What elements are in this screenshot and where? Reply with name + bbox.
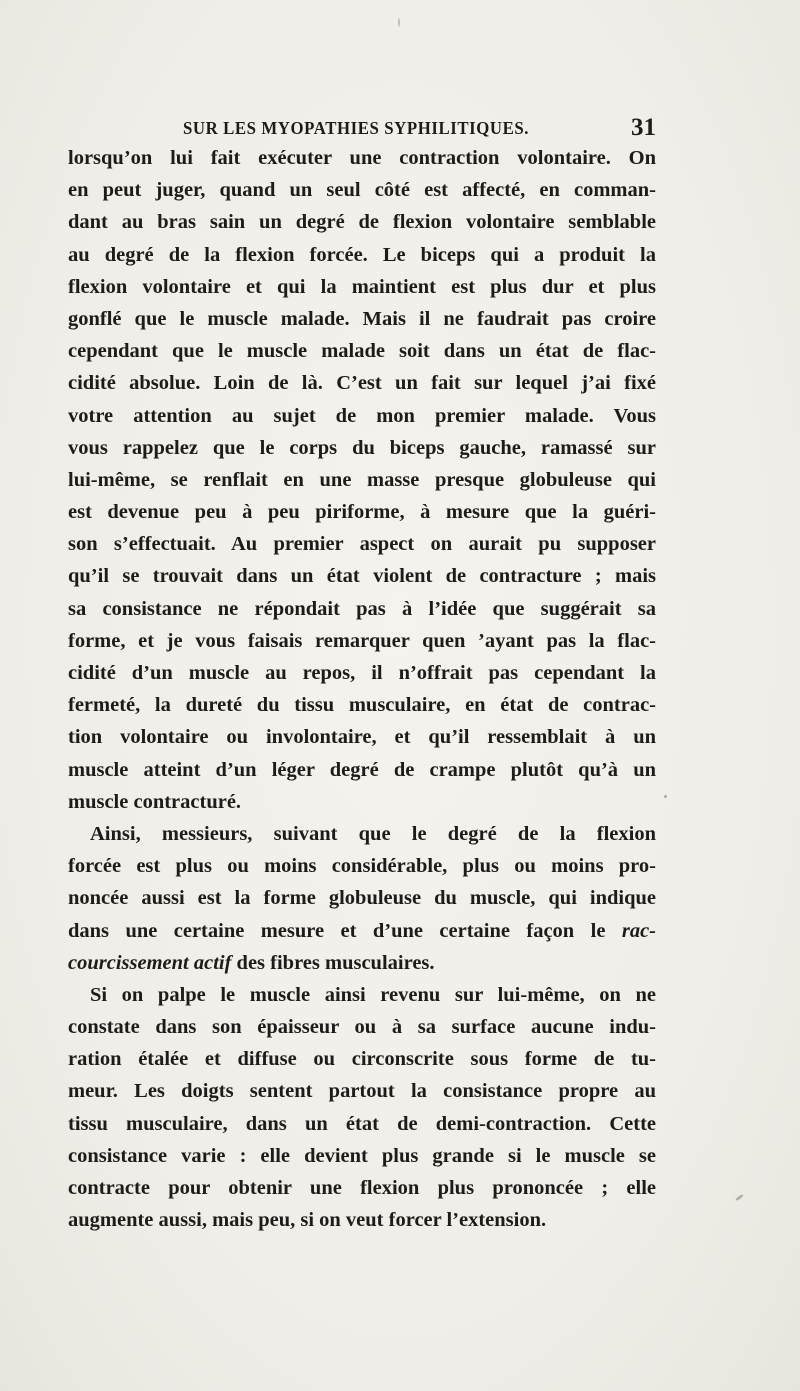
text-line: cependant que le muscle malade soit dans un état de flac- bbox=[68, 340, 656, 363]
text-line: lui-même, se renflait en une masse presque globuleuse qui bbox=[68, 468, 656, 491]
text-segment: dans une certaine mesure et d’une certaine façon le bbox=[68, 919, 606, 942]
paragraph-start-line: Ainsi, messieurs, suivant que le degré de la flexion bbox=[90, 822, 656, 845]
text-line: tion volontaire ou involontaire, et qu’il ressemblait à un bbox=[68, 726, 656, 749]
text-line: ration étalée et diffuse ou circonscrite sous forme de tu- bbox=[68, 1048, 656, 1071]
text-line: flexion volontaire et qui la maintient est plus dur et plus bbox=[68, 275, 656, 298]
text-line: dant au bras sain un degré de flexion volontaire semblable bbox=[68, 211, 656, 234]
emphasis-text: rac- bbox=[621, 919, 656, 942]
text-line: cidité d’un muscle au repos, il n’offrait pas cependant la bbox=[68, 662, 656, 684]
text-line-mixed bbox=[68, 947, 656, 979]
paragraph-start-line: Si on palpe le muscle ainsi revenu sur lui-même, on ne bbox=[90, 983, 656, 1006]
text-line: muscle atteint d’un léger degré de crampe plutôt qu’à un bbox=[68, 758, 656, 781]
text-line: augmente aussi, mais peu, si on veut forcer l’extension. bbox=[68, 1209, 547, 1232]
text-line: votre attention au sujet de mon premier malade. Vous bbox=[68, 404, 656, 427]
body-text bbox=[68, 142, 656, 1236]
text-line: vous rappelez que le corps du biceps gauche, ramassé sur bbox=[68, 436, 656, 459]
text-line: son s’effectuait. Au premier aspect on aurait pu supposer bbox=[68, 533, 656, 556]
text-line: forcée est plus ou moins considérable, plus ou moins pro- bbox=[68, 855, 656, 878]
ink-speck bbox=[664, 795, 667, 798]
text-line: sa consistance ne répondait pas à l’idée que suggérait sa bbox=[68, 597, 656, 620]
ink-speck bbox=[735, 1194, 744, 1202]
text-line: contracte pour obtenir une flexion plus prononcée ; elle bbox=[68, 1177, 656, 1199]
text-segment: des fibres musculaires. bbox=[236, 951, 435, 974]
text-line: au degré de la flexion forcée. Le biceps qui a produit la bbox=[68, 243, 656, 266]
text-line: fermeté, la dureté du tissu musculaire, en état de contrac- bbox=[68, 694, 656, 717]
text-line: gonflé que le muscle malade. Mais il ne faudrait pas croire bbox=[68, 307, 656, 330]
text-line: qu’il se trouvait dans un état violent de contracture ; mais bbox=[68, 565, 656, 588]
text-line: lorsqu’on lui fait exécuter une contraction volontaire. On bbox=[68, 147, 656, 169]
text-line: noncée aussi est la forme globuleuse du muscle, qui indique bbox=[68, 887, 656, 910]
page-header bbox=[68, 114, 656, 144]
text-line: forme, et je vous faisais remarquer quen ’ayant pas la flac- bbox=[68, 629, 656, 652]
text-line-mixed bbox=[68, 915, 656, 947]
text-line: tissu musculaire, dans un état de demi-contraction. Cette bbox=[68, 1112, 656, 1135]
text-line: constate dans son épaisseur ou à sa surface aucune indu- bbox=[68, 1016, 656, 1039]
page-number: 31 bbox=[631, 114, 656, 141]
ink-speck bbox=[398, 18, 400, 27]
text-line: muscle contracturé. bbox=[68, 790, 242, 813]
text-line: en peut juger, quand un seul côté est affecté, en comman- bbox=[68, 179, 656, 202]
text-line: meur. Les doigts sentent partout la consistance propre au bbox=[68, 1080, 656, 1103]
text-line: consistance varie : elle devient plus grande si le muscle se bbox=[68, 1144, 656, 1167]
emphasis-text: courcissement actif bbox=[68, 951, 232, 974]
running-title: SUR LES MYOPATHIES SYPHILITIQUES. bbox=[183, 118, 530, 138]
text-line: cidité absolue. Loin de là. C’est un fait sur lequel j’ai fixé bbox=[68, 372, 656, 395]
text-line: est devenue peu à peu piriforme, à mesure que la guéri- bbox=[68, 501, 656, 524]
